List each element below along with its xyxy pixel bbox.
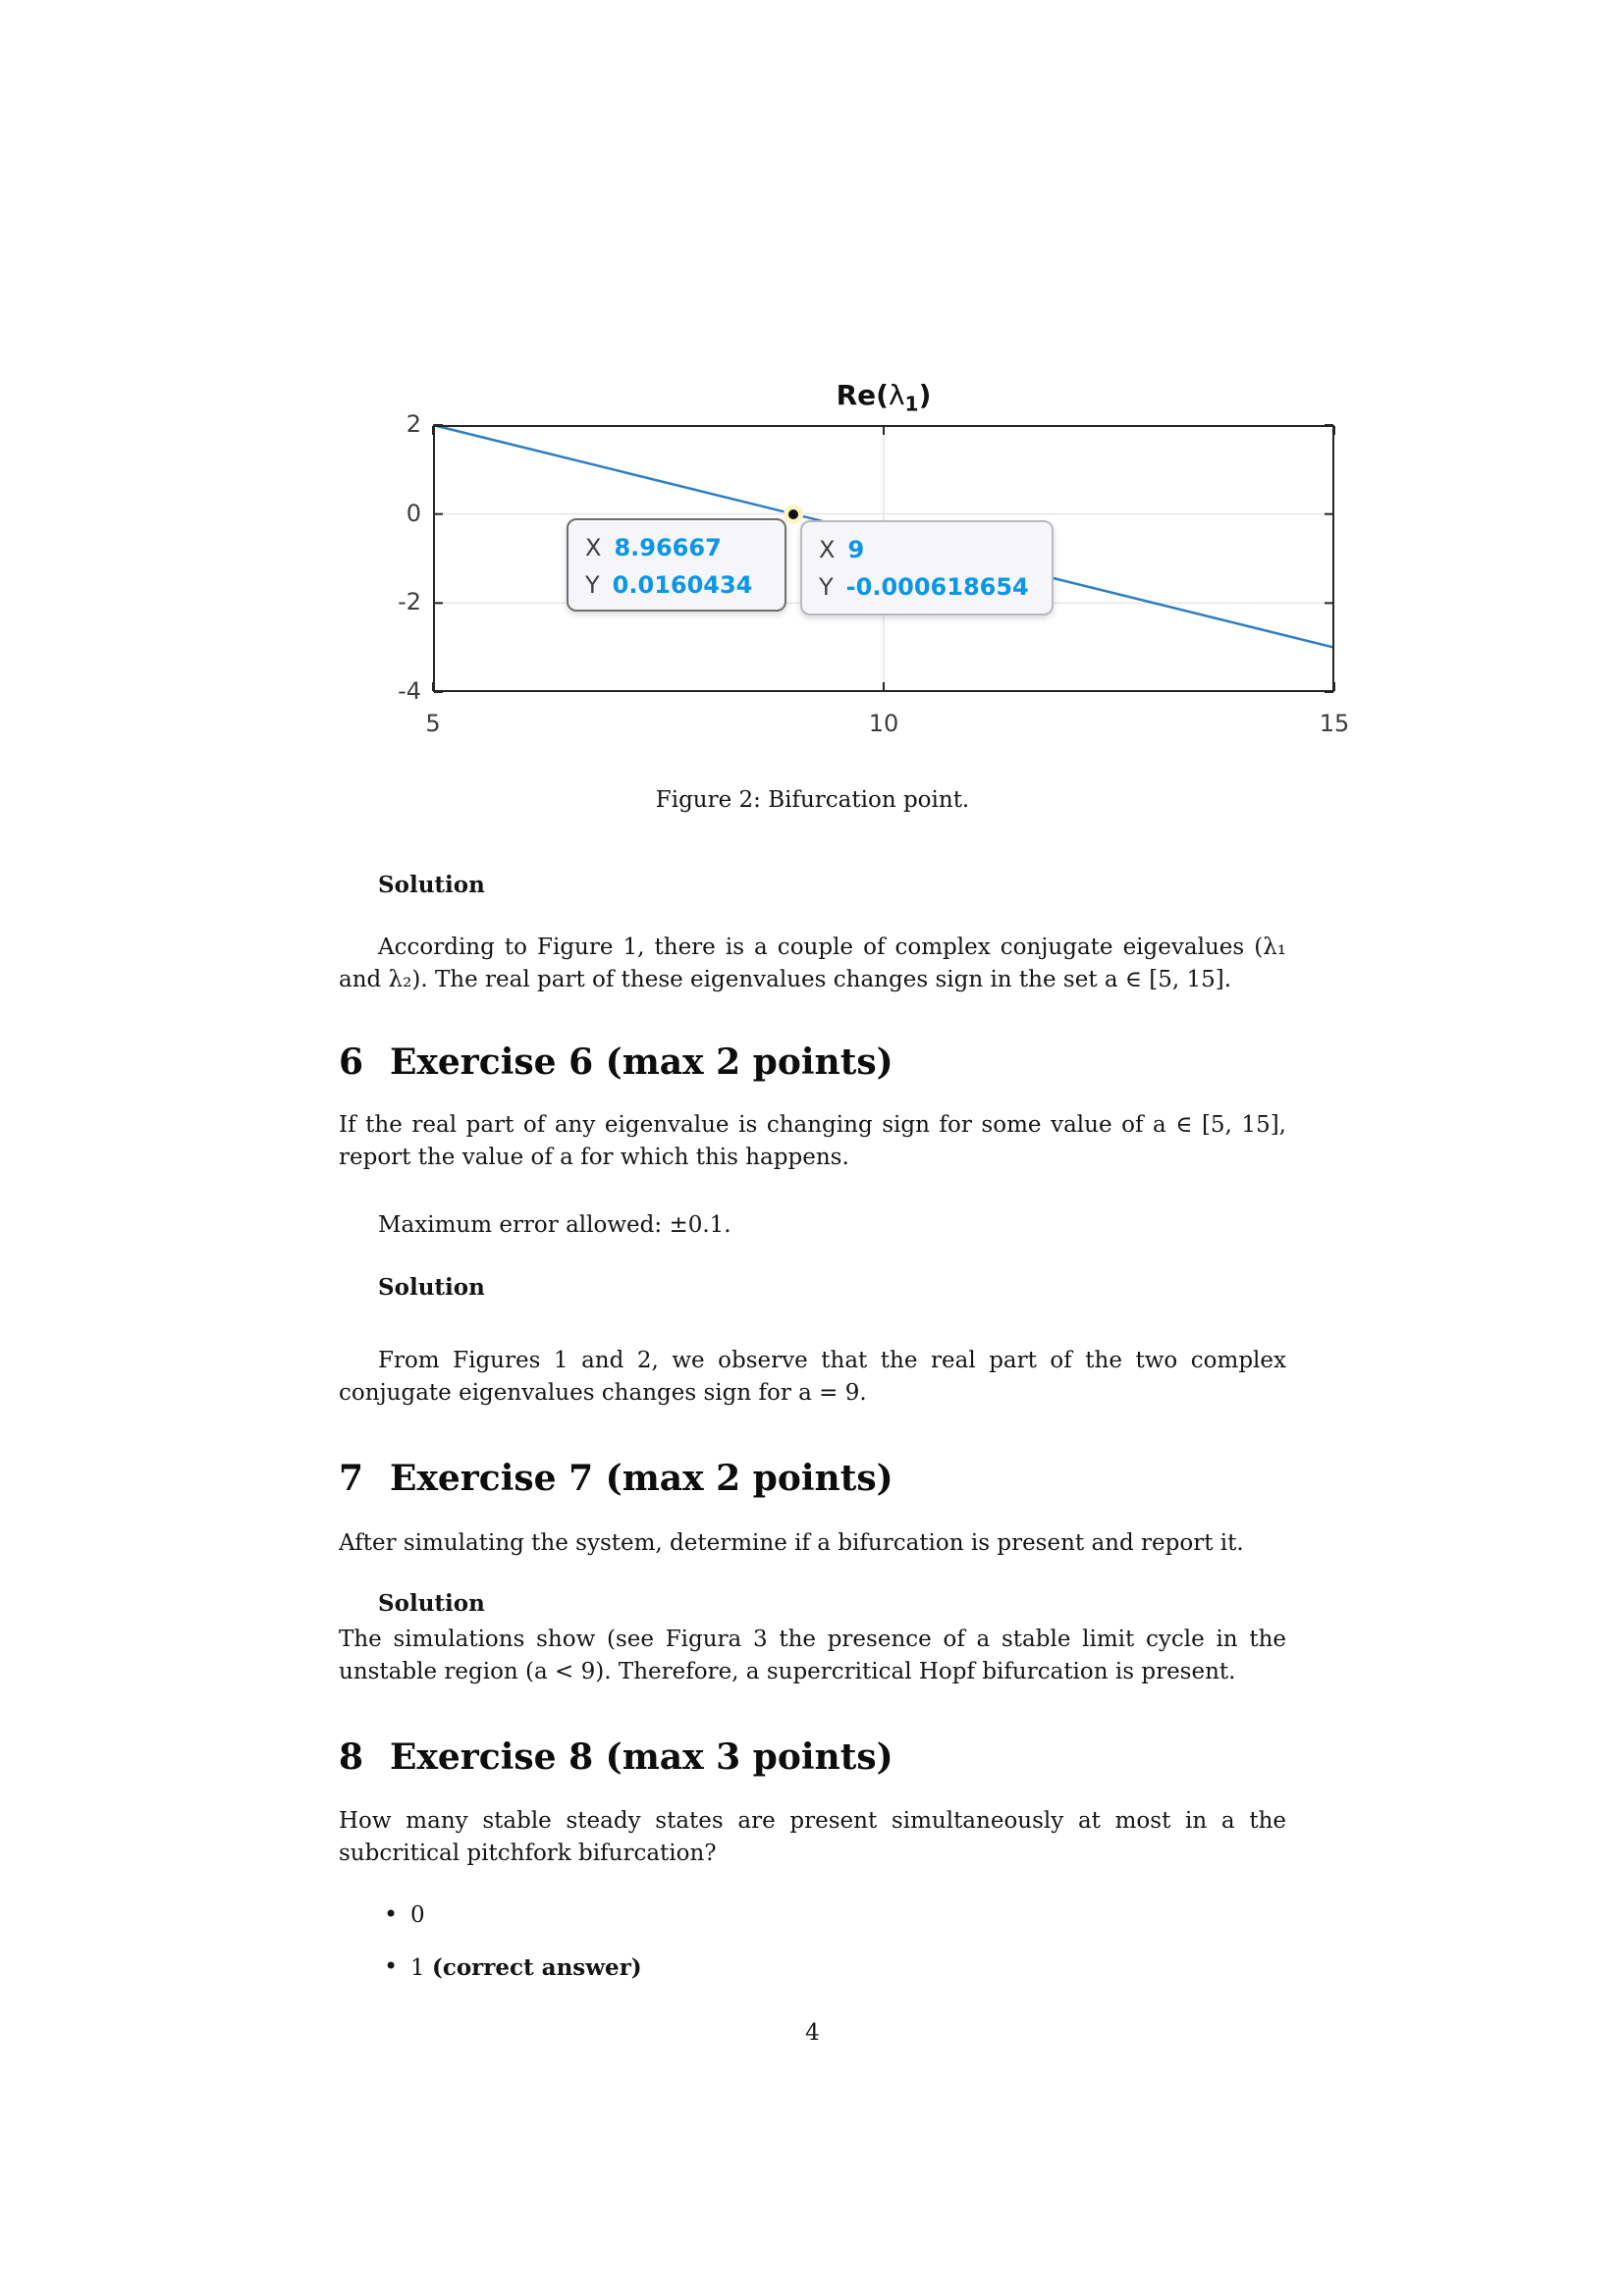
section-title: Exercise 8 (max 3 points) [390,1736,893,1778]
solution-heading-2: Solution [378,1274,485,1301]
x-tick-label: 5 [425,710,441,737]
solution-heading-1: Solution [378,872,485,898]
datatip-row-x [819,531,1052,568]
solution-1-paragraph [339,932,1286,996]
text-line: and λ₂). The real part of these eigenvalues changes sign in the set a ∈ [5, 15]. [339,967,1232,992]
text-line: After simulating the system, determine if a bifurcation is present and report it. [339,1530,1244,1556]
chart-title [433,379,1334,425]
datatip-x-value: 9 [847,536,865,563]
section-heading-exercise-6 [339,1041,1286,1084]
correct-answer-label: (correct answer) [431,1954,642,1981]
exercise-6-note: Maximum error allowed: ±0.1. [378,1212,731,1238]
datatip-x-label: X [585,534,602,561]
datatip-y-value: -0.000618654 [845,573,1029,601]
datatip-row-y [819,568,1052,606]
text-line: From Figures 1 and 2, we observe that the real part of the two complex [378,1348,1286,1373]
exercise-6-solution [339,1345,1286,1410]
text-line: subcritical pitchfork bifurcation? [339,1841,717,1866]
section-number: 7 [339,1458,364,1499]
section-number: 8 [339,1736,364,1778]
datatip-x-label: X [819,536,836,563]
bullet-icon: • [384,1900,399,1928]
y-tick-label: -2 [398,588,421,616]
section-title: Exercise 6 (max 2 points) [390,1041,893,1083]
datatip-left [567,518,786,612]
figure-2-chart [398,379,1350,737]
x-tick-label: 15 [1319,710,1350,737]
y-tick-label: -4 [398,677,421,705]
datatip-row-x [585,529,785,566]
page-number: 4 [805,2020,820,2046]
section-title: Exercise 7 (max 2 points) [390,1458,893,1499]
datatip-row-y [585,566,785,604]
text-line: According to Figure 1, there is a couple of complex conjugate eigevalues (λ₁ [378,934,1286,960]
chart-title-suffix: ) [918,379,932,411]
lambda-symbol: λ [888,379,905,411]
text-line: unstable region (a < 9). Therefore, a supercritical Hopf bifurcation is present. [339,1659,1236,1684]
marker-dot [788,509,798,519]
y-tick-label: 2 [406,410,421,438]
text-line: report the value of a for which this happens. [339,1145,849,1170]
bullet-icon: • [384,1952,399,1980]
exercise-6-statement [339,1109,1286,1174]
text-line: The simulations show (see Figura 3 the presence of a stable limit cycle in the [339,1627,1286,1652]
x-tick-label: 10 [868,710,899,737]
lambda-subscript: 1 [904,392,919,416]
figure-caption: Figure 2: Bifurcation point. [655,787,970,813]
solution-heading-3: Solution [378,1590,485,1617]
y-tick-label: 0 [406,499,421,527]
section-heading-exercise-8 [339,1735,1286,1779]
text-line: How many stable steady states are present simultaneously at most in a the [339,1808,1286,1834]
text-line: If the real part of any eigenvalue is changing sign for some value of a ∈ [5, 15], [339,1112,1286,1138]
exercise-7-statement [339,1527,1286,1560]
chart-title-prefix: Re( [836,379,889,411]
exercise-8-statement [339,1805,1286,1870]
option-text: 0 [410,1902,425,1928]
datatip-right [800,520,1054,615]
exercise-7-solution [339,1624,1286,1688]
section-heading-exercise-7 [339,1457,1286,1500]
option-1-correct [339,1951,1286,1985]
datatip-y-label: Y [585,571,600,599]
datatip-y-value: 0.0160434 [612,571,753,599]
section-number: 6 [339,1041,364,1083]
option-text: 1 [410,1955,432,1981]
datatip-y-label: Y [819,573,834,601]
datatip-x-value: 8.96667 [614,534,722,561]
plot-area [398,410,1350,737]
option-0 [339,1899,1286,1932]
text-line: conjugate eigenvalues changes sign for a = 9. [339,1380,867,1406]
